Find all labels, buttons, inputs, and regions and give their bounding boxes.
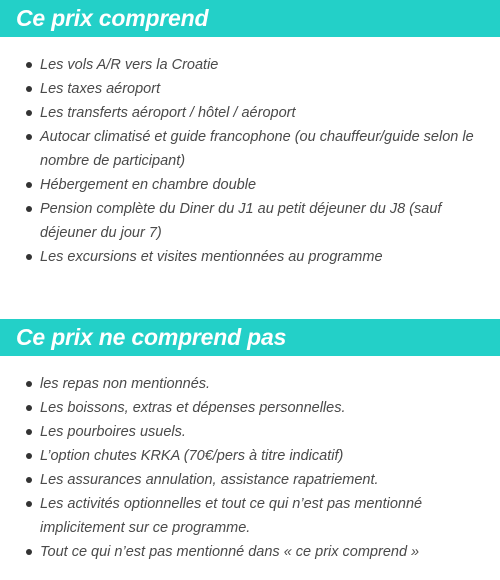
list-item: [0, 173, 500, 197]
list-item-text: Hébergement en chambre double: [40, 177, 257, 193]
section-title-excludes: Ce prix ne comprend pas: [16, 324, 287, 350]
bullet-icon: [26, 254, 32, 260]
list-item: [0, 444, 500, 468]
bullet-icon: [26, 110, 32, 116]
list-item-text: L’option chutes KRKA (70€/pers à titre indicatif): [40, 448, 344, 464]
list-item-text: Les excursions et visites mentionnées au programme: [40, 249, 383, 265]
list-item-text: Les assurances annulation, assistance rapatriement.: [40, 472, 379, 488]
list-item: [0, 372, 500, 396]
excludes-list: [0, 372, 500, 564]
bullet-icon: [26, 477, 32, 483]
list-item-text: Les activités optionnelles et tout ce qui n’est pas mentionné implicitement sur ce programme.: [40, 496, 423, 536]
bullet-icon: [26, 501, 32, 507]
section-header-excludes: [0, 319, 500, 356]
bullet-icon: [26, 429, 32, 435]
bullet-icon: [26, 453, 32, 459]
list-item-text: Tout ce qui n’est pas mentionné dans « ce prix comprend »: [40, 544, 420, 560]
list-item: [0, 540, 500, 564]
list-item-text: Les pourboires usuels.: [40, 424, 186, 440]
list-item-text: Les transferts aéroport / hôtel / aéroport: [40, 105, 296, 121]
bullet-icon: [26, 134, 32, 140]
bullet-icon: [26, 549, 32, 555]
list-item-text: Les vols A/R vers la Croatie: [40, 57, 219, 73]
bullet-icon: [26, 62, 32, 68]
list-item: [0, 77, 500, 101]
list-item-text: Les taxes aéroport: [40, 81, 161, 97]
bullet-icon: [26, 405, 32, 411]
list-item: [0, 396, 500, 420]
list-item-text: les repas non mentionnés.: [40, 376, 211, 392]
bullet-icon: [26, 86, 32, 92]
bullet-icon: [26, 182, 32, 188]
list-item: [0, 125, 500, 173]
section-title-includes: Ce prix comprend: [16, 5, 209, 31]
list-item-text: Pension complète du Diner du J1 au petit déjeuner du J8 (sauf déjeuner du jour 7): [40, 201, 442, 241]
list-item: [0, 492, 500, 540]
list-item-text: Autocar climatisé et guide francophone (ou chauffeur/guide selon le nombre de participant): [40, 129, 474, 169]
section-header-includes: [0, 0, 500, 37]
list-item: [0, 101, 500, 125]
bullet-icon: [26, 206, 32, 212]
list-item: [0, 245, 500, 269]
includes-list: [0, 53, 500, 269]
list-item: [0, 197, 500, 245]
list-item-text: Les boissons, extras et dépenses personnelles.: [40, 400, 346, 416]
list-item: [0, 468, 500, 492]
bullet-icon: [26, 381, 32, 387]
list-item: [0, 53, 500, 77]
list-item: [0, 420, 500, 444]
